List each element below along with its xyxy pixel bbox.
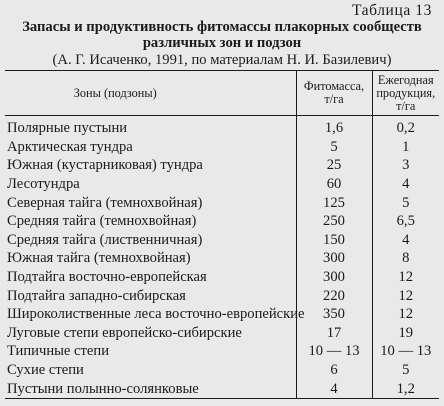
biomass-cell: 10 — 13 bbox=[296, 342, 372, 361]
production-cell: 1 bbox=[372, 138, 439, 157]
zone-cell: Арктическая тундра bbox=[7, 138, 133, 155]
production-cell: 4 bbox=[372, 175, 439, 194]
biomass-cell: 60 bbox=[296, 175, 372, 194]
production-cell: 3 bbox=[372, 156, 439, 175]
biomass-cell: 220 bbox=[296, 286, 372, 305]
table-row bbox=[5, 324, 439, 343]
header-production-line-1: Ежегодная bbox=[377, 72, 434, 87]
table-body bbox=[5, 116, 439, 399]
table-row bbox=[5, 212, 439, 231]
biomass-cell: 6 bbox=[296, 361, 372, 380]
biomass-cell: 250 bbox=[296, 212, 372, 231]
biomass-cell: 5 bbox=[296, 138, 372, 157]
zone-cell: Лесотундра bbox=[7, 176, 80, 193]
zone-cell: Южная тайга (темнохвойная) bbox=[7, 250, 191, 267]
header-zone-label: Зоны (подзоны) bbox=[73, 85, 157, 100]
table-row bbox=[5, 249, 439, 268]
table-source: (А. Г. Исаченко, 1991, по материалам Н. И. Базилевич) bbox=[52, 52, 392, 68]
zone-cell: Луговые степи европейско-сибирские bbox=[7, 324, 242, 341]
production-cell: 12 bbox=[372, 268, 439, 287]
production-cell: 0,2 bbox=[372, 116, 439, 138]
header-production-line-3: т/га bbox=[396, 98, 416, 113]
table-row bbox=[5, 231, 439, 250]
table-row bbox=[5, 379, 439, 398]
table-row bbox=[5, 342, 439, 361]
production-cell: 1,2 bbox=[372, 379, 439, 398]
production-cell: 12 bbox=[372, 305, 439, 324]
production-cell: 6,5 bbox=[372, 212, 439, 231]
table-row bbox=[5, 305, 439, 324]
table-row bbox=[5, 156, 439, 175]
production-cell: 12 bbox=[372, 286, 439, 305]
table-title-line-1: Запасы и продуктивность фитомассы плакорных сообществ bbox=[22, 19, 422, 35]
zone-cell: Подтайга восточно-европейская bbox=[7, 269, 207, 286]
production-cell: 4 bbox=[372, 231, 439, 250]
biomass-cell: 1,6 bbox=[296, 116, 372, 138]
production-cell: 5 bbox=[372, 361, 439, 380]
table-row bbox=[5, 138, 439, 157]
biomass-cell: 350 bbox=[296, 305, 372, 324]
biomass-cell: 300 bbox=[296, 268, 372, 287]
production-cell: 8 bbox=[372, 249, 439, 268]
zone-cell: Сухие степи bbox=[7, 362, 84, 379]
zone-cell: Типичные степи bbox=[7, 343, 110, 360]
production-cell: 5 bbox=[372, 193, 439, 212]
header-biomass-line-2: т/га bbox=[324, 92, 344, 106]
table-row bbox=[5, 268, 439, 287]
table-number: Таблица 13 bbox=[351, 2, 432, 19]
biomass-cell: 25 bbox=[296, 156, 372, 175]
header-production-line-2: продукция, bbox=[376, 85, 436, 100]
header-biomass-line-1: Фитомасса, bbox=[303, 79, 365, 93]
table-row bbox=[5, 286, 439, 305]
zone-cell: Подтайга западно-сибирская bbox=[7, 287, 186, 304]
zone-cell: Пустыни полынно-солянковые bbox=[7, 380, 199, 397]
zone-cell: Средняя тайга (лиственничная) bbox=[7, 231, 203, 248]
zone-cell: Полярные пустыни bbox=[7, 120, 128, 137]
zone-cell: Широколиственные леса восточно-европейские bbox=[7, 306, 305, 323]
table-title bbox=[8, 19, 436, 51]
zone-cell: Южная (кустарниковая) тундра bbox=[7, 157, 203, 174]
table-header-row bbox=[5, 71, 439, 116]
header-zone bbox=[5, 71, 296, 116]
biomass-cell: 300 bbox=[296, 249, 372, 268]
zone-cell: Северная тайга (темнохвойная) bbox=[7, 194, 203, 211]
data-table bbox=[5, 70, 439, 399]
biomass-cell: 17 bbox=[296, 324, 372, 343]
table-title-line-2: различных зон и подзон bbox=[142, 35, 302, 51]
zone-cell: Средняя тайга (темнохвойная) bbox=[7, 213, 197, 230]
table-row bbox=[5, 361, 439, 380]
table-row bbox=[5, 175, 439, 194]
biomass-cell: 150 bbox=[296, 231, 372, 250]
table-row bbox=[5, 193, 439, 212]
header-production bbox=[372, 71, 439, 116]
production-cell: 10 — 13 bbox=[372, 342, 439, 361]
header-biomass bbox=[296, 71, 372, 116]
biomass-cell: 4 bbox=[296, 379, 372, 398]
table-row bbox=[5, 116, 439, 138]
production-cell: 19 bbox=[372, 324, 439, 343]
biomass-cell: 125 bbox=[296, 193, 372, 212]
